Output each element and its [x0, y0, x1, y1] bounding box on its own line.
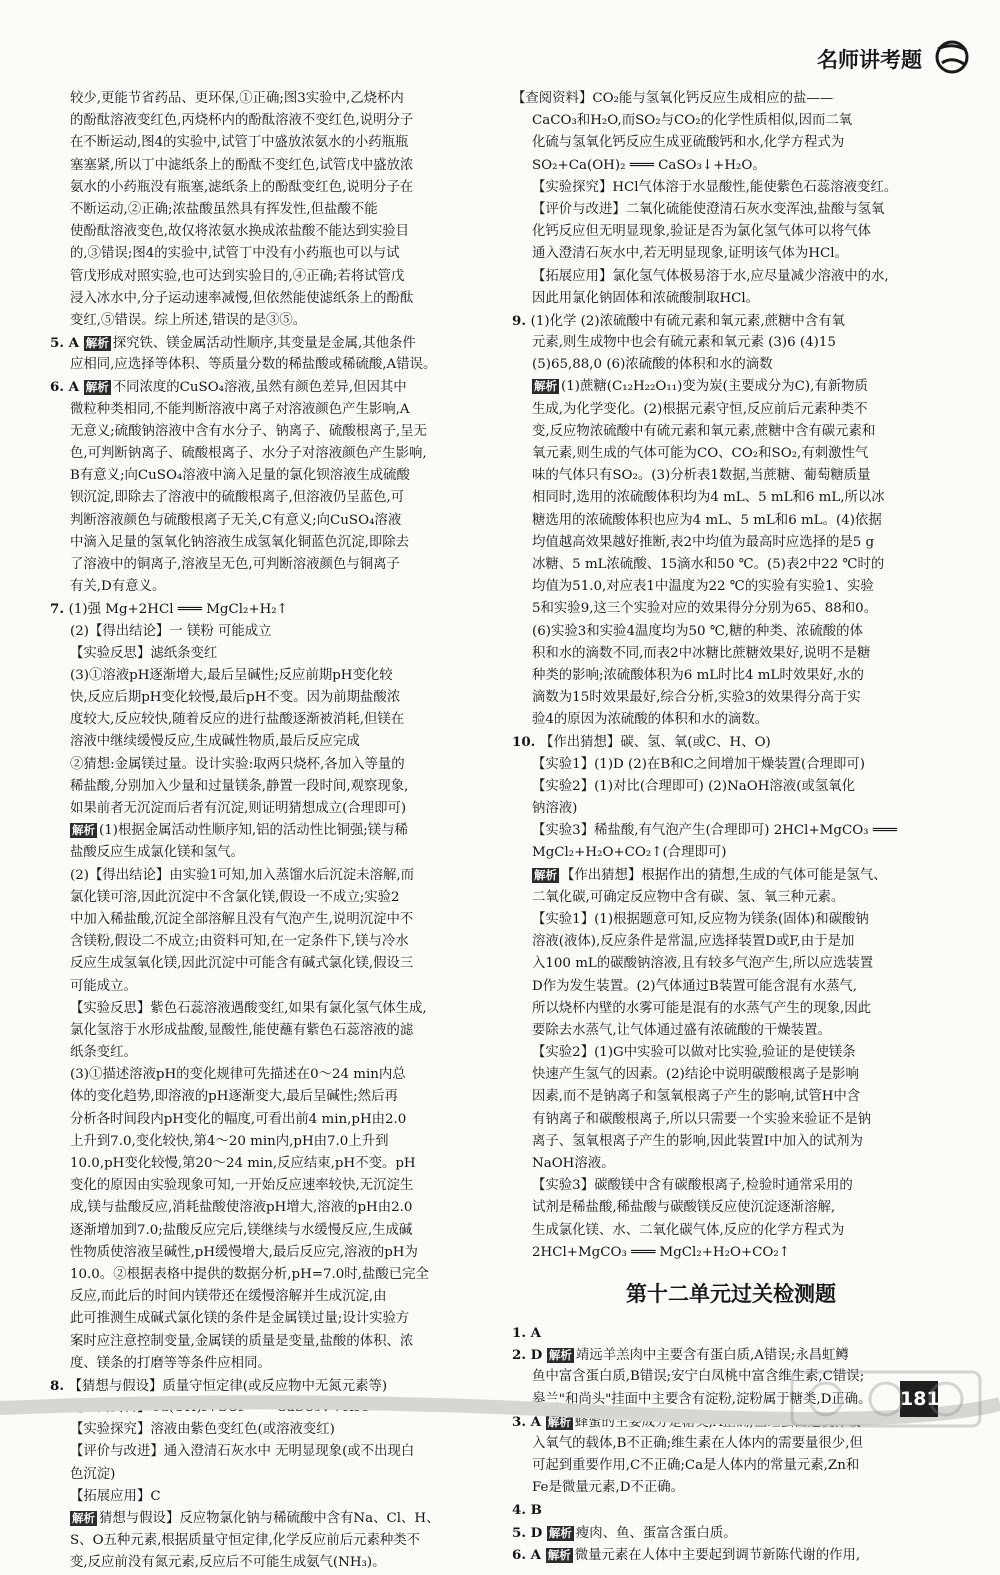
text-line — [50, 887, 498, 909]
answer-column-left — [50, 88, 498, 1575]
text-line — [512, 576, 950, 598]
line-text: 上升到7.0,变化较快,第4～20 min内,pH由7.0上升到 — [70, 1133, 389, 1149]
line-text: 生成,为化学变化。(2)根据元素守恒,反应前后元素种类不 — [532, 401, 868, 417]
text-line — [50, 554, 498, 576]
line-text: 溶液(液体),反应条件是常温,应选择装置D或F,由于是加 — [532, 934, 855, 950]
text-line — [512, 1153, 950, 1175]
text-line — [50, 1242, 498, 1264]
line-text: 氯化镁可溶,因此沉淀中不含氯化镁,假设一不成立;实验2 — [70, 889, 400, 905]
text-line — [50, 1441, 498, 1463]
line-text: 可能成立。 — [70, 978, 137, 994]
text-line — [512, 1042, 950, 1064]
question-number: 4. B — [512, 1502, 542, 1519]
line-text: 10.0。②根据表格中提供的数据分析,pH=7.0时,盐酸已完全 — [70, 1266, 429, 1282]
line-text: 盐酸反应生成氯化镁和氢气。 — [70, 845, 245, 861]
text-line — [50, 1308, 498, 1330]
line-text: 【拓展应用】氯化氢气体极易溶于水,应尽量减少溶液中的水, — [532, 268, 889, 284]
line-text: 因素,而不是钠离子和氢氧根离子产生的影响,试管H中含 — [532, 1089, 861, 1105]
question-number: 6. A — [50, 379, 84, 396]
text-line — [50, 421, 498, 443]
question-number: 7. — [50, 601, 69, 618]
line-text: 中加入稀盐酸,沉淀全部溶解且没有气泡产生,说明沉淀中不 — [70, 911, 414, 927]
analysis-badge: 解析 — [85, 380, 109, 395]
line-text: 反应,而此后的时间内镁带还在缓慢溶解并生成沉淀,由 — [70, 1289, 387, 1305]
line-text: 快速产生氢气的因素。(2)结论中说明碳酸根离子是影响 — [532, 1067, 859, 1083]
line-text: (1)蔗糖(C₁₂H₂₂O₁₁)变为炭(主要成分为C),有新物质 — [561, 379, 868, 395]
text-line — [50, 976, 498, 998]
line-text: 塞塞紧,所以丁中滤纸条上的酚酞不变红色,试管戊中盛放浓 — [70, 157, 414, 173]
text-line — [512, 865, 950, 887]
question-number: 2. D — [512, 1347, 547, 1364]
text-line — [50, 576, 498, 598]
line-text: 的,③错误;图4的实验中,试管丁中没有小药瓶也可以与试 — [70, 246, 400, 262]
line-text: (2)【得出结论】由实验1可知,加入蒸馏水后沉淀未溶解,而 — [70, 867, 414, 883]
line-text: 稀盐酸,分别加入少量和过量镁条,静置一段时间,观察现象, — [70, 778, 409, 794]
text-line — [512, 1455, 950, 1477]
line-text: 案时应注意控制变量,金属镁的质量是变量,盐酸的体积、浓 — [70, 1333, 414, 1349]
text-line — [512, 731, 950, 753]
line-text: 蜂蜜的主要成分是糖类,A正确;血红蛋白是机体吸 — [574, 1414, 861, 1430]
line-text: 冰糖、5 mL浓硫酸、15滴水和50 ℃。(5)表2中22 ℃时的 — [532, 556, 885, 572]
line-text: 变,反应前没有氮元素,反应后不可能生成氨气(NH₃)。 — [70, 1555, 386, 1571]
text-line — [512, 1344, 950, 1366]
line-text: 了溶液中的铜离子,溶液呈无色,可判断溶液颜色与铜离子 — [70, 556, 400, 572]
text-line — [512, 88, 950, 110]
text-line — [50, 1530, 498, 1552]
line-text: 通入澄清石灰水中,若无明显现象,证明该气体为HCl。 — [532, 246, 848, 262]
text-line — [512, 1322, 950, 1344]
text-line — [512, 953, 950, 975]
line-text: 【拓展应用】C — [70, 1488, 161, 1504]
header-brand: 名师讲考题 — [817, 48, 922, 72]
line-text: 二氧化碳,可确定反应物中含有碳、氢、氧三种元素。 — [532, 889, 845, 905]
line-text: 性物质使溶液呈碱性,pH缓慢增大,最后反应完,溶液的pH为 — [70, 1244, 418, 1260]
line-text: 【评价与改进】通入澄清石灰水中 无明显现象(或不出现白 — [70, 1444, 415, 1460]
question-number: 5. D — [512, 1524, 547, 1541]
text-line — [512, 776, 950, 798]
question-number: 9. — [512, 312, 531, 329]
text-line — [50, 310, 498, 332]
line-text: 钠溶液) — [532, 801, 578, 816]
analysis-badge: 解析 — [534, 867, 557, 882]
line-text: 生成氯化镁、水、二氧化碳气体,反应的化学方程式为 — [532, 1222, 845, 1238]
line-text: 化钙反应但无明显现象,验证是否为氯化氢气体可以将气体 — [532, 224, 872, 240]
text-line — [512, 132, 950, 154]
page-number: 181 — [900, 1381, 938, 1417]
line-text: 【实验反思】滤纸条变红 — [70, 645, 218, 661]
text-line — [512, 1131, 950, 1153]
line-text: 【实验2】(1)G中实验可以做对比实验,验证的是使镁条 — [532, 1045, 856, 1061]
line-text: 可起到重要作用,C不正确;Ca是人体内的常量元素,Zn和 — [532, 1458, 860, 1474]
text-line — [512, 1197, 950, 1219]
line-text: 纸条变红。 — [70, 1045, 137, 1061]
line-text: S、O五种元素,根据质量守恒定律,化学反应前后元素种类不 — [70, 1533, 421, 1549]
text-line — [50, 1486, 498, 1508]
line-text: 元素,则生成物中也会有硫元素和氧元素 (3)6 (4)15 — [532, 335, 836, 351]
text-line — [50, 1131, 498, 1153]
line-text: 较少,更能节省药品、更环保,①正确;图3实验中,乙烧杯内 — [70, 91, 404, 106]
line-text: 使酚酞溶液变色,故仅将浓氨水换成浓盐酸不能达到实验目 — [70, 224, 410, 240]
text-line — [50, 1020, 498, 1042]
line-text: 化硫与氢氧化钙反应生成亚硫酸钙和水,化学方程式为 — [532, 135, 845, 151]
line-text: 5和实验9,这三个实验对应的效果得分分别为65、88和0。 — [532, 601, 878, 617]
text-line — [50, 532, 498, 554]
text-line — [50, 998, 498, 1020]
text-line — [50, 376, 498, 398]
text-line — [512, 465, 950, 487]
text-line — [512, 1242, 950, 1264]
question-number: 3. A — [512, 1413, 546, 1430]
text-line — [512, 532, 950, 554]
text-line — [512, 155, 950, 177]
text-line — [512, 687, 950, 709]
text-line — [512, 266, 950, 288]
line-text: 【实验2】(1)对比(合理即可) (2)NaOH溶液(或氢氧化 — [532, 778, 855, 794]
line-text: 【猜想与假设】质量守恒定律(或反应物中无氮元素等) — [68, 1378, 388, 1394]
text-line — [512, 976, 950, 998]
text-line — [512, 754, 950, 776]
text-line — [50, 132, 498, 154]
text-line — [50, 865, 498, 887]
text-line — [50, 842, 498, 864]
text-line — [512, 798, 950, 820]
line-text: 在不断运动,图4的实验中,试管丁中盛放浓氨水的小药瓶瓶 — [70, 135, 409, 151]
analysis-badge: 解析 — [547, 1547, 571, 1562]
line-text: 【实验3】稀盐酸,有气泡产生(合理即可) 2HCl+MgCO₃ ═══ — [532, 823, 897, 839]
line-text: 【实验探究】HCl气体溶于水显酸性,能使紫色石蕊溶液变红。 — [532, 179, 898, 195]
line-text: 变红,⑤错误。综上所述,错误的是③⑤。 — [70, 312, 307, 328]
text-line — [50, 399, 498, 421]
line-text: 不断运动,②正确;浓盐酸虽然具有挥发性,但盐酸不能 — [70, 201, 378, 217]
analysis-badge: 解析 — [548, 1525, 572, 1540]
text-line — [50, 1464, 498, 1486]
line-text: 无意义;硫酸钠溶液中含有水分子、钠离子、硫酸根离子,呈无 — [70, 423, 427, 439]
line-text: 中滴入足量的氢氧化钠溶液生成氢氧化铜蓝色沉淀,即除去 — [70, 534, 410, 550]
text-line — [50, 177, 498, 199]
line-text: 快,反应后期pH变化较慢,最后pH不变。因为前期盐酸浓 — [70, 690, 401, 706]
line-text: 所以烧杯内壁的水雾可能是混有的水蒸气产生的现象,因此 — [532, 1000, 872, 1016]
line-text: 氯化氢溶于水形成盐酸,显酸性,能使蘸有紫色石蕊溶液的滤 — [70, 1022, 414, 1038]
line-text: 入氧气的载体,B不正确;维生素在人体内的需要量很少,但 — [532, 1435, 863, 1451]
page-header — [0, 0, 1000, 86]
line-text: 成,镁与盐酸反应,消耗盐酸使溶液pH增大,溶液的pH由2.0 — [70, 1200, 413, 1216]
line-text: 靖远羊羔肉中主要含有蛋白质,A错误;永昌虹鳟 — [575, 1348, 849, 1364]
text-line — [512, 842, 950, 864]
line-text: 入100 mL的碳酸钠溶液,且有较多气泡产生,所以应选装置 — [532, 956, 874, 972]
line-text: 滴数为15时效果最好,综合分析,实验3的效果得分高于实 — [532, 690, 861, 706]
line-text: 【实验1】(1)D (2)在B和C之间增加干燥装置(合理即可) — [532, 756, 866, 772]
text-line — [50, 1508, 498, 1530]
line-text: 微量元素在人体中主要起到调节新陈代谢的作用, — [574, 1547, 861, 1563]
text-line — [512, 1020, 950, 1042]
line-text: 管戊形成对照实验,也可达到实验目的,④正确;若将试管戊 — [70, 268, 405, 284]
answer-column-right — [512, 88, 950, 1566]
line-text: 的酚酞溶液变红色,丙烧杯内的酚酞溶液不变红色,说明分子 — [70, 113, 414, 129]
line-text: CaCO₃和H₂O,而SO₂与CO₂的化学性质相似,因而二氧 — [532, 113, 853, 129]
text-line — [50, 1175, 498, 1197]
line-text: 应相同,应选择等体积、等质量分数的稀盐酸或稀硫酸,A错误。 — [70, 357, 437, 373]
line-text: 【实验1】(1)根据题意可知,反应物为镁条(固体)和碳酸钠 — [532, 911, 869, 927]
analysis-badge: 解析 — [534, 379, 557, 394]
text-line — [50, 731, 498, 753]
line-text: 度、镁条的打磨等等条件应相同。 — [70, 1355, 271, 1371]
line-text: 不同浓度的CuSO₄溶液,虽然有颜色差异,但因其中 — [112, 380, 407, 396]
text-line — [50, 1264, 498, 1286]
brand-logo-icon — [930, 36, 976, 76]
line-text: 因此用氯化钠固体和浓硫酸制取HCl。 — [532, 290, 760, 306]
text-line — [512, 554, 950, 576]
line-text: B有意义;向CuSO₄溶液中滴入足量的氯化钡溶液生成硫酸 — [70, 468, 410, 484]
text-line — [50, 332, 498, 354]
text-line — [512, 931, 950, 953]
text-line — [50, 798, 498, 820]
text-line — [50, 1153, 498, 1175]
text-line — [50, 110, 498, 132]
text-line — [512, 1064, 950, 1086]
line-text: 离子、氢氧根离子产生的影响,因此装置I中加入的试剂为 — [532, 1133, 863, 1149]
analysis-badge: 解析 — [548, 1348, 572, 1363]
line-text: 探究铁、镁金属活动性顺序,其变量是金属,其他条件 — [112, 336, 416, 352]
line-text: 鱼中富含蛋白质,B错误;安宁白凤桃中富含维生素,C错误; — [532, 1369, 865, 1385]
text-line — [512, 421, 950, 443]
line-text: 有钠离子和碳酸根离子,所以只需要一个实验来验证不是钠 — [532, 1111, 872, 1127]
line-text: NaOH溶液。 — [532, 1156, 615, 1171]
text-line — [50, 621, 498, 643]
line-text: (1)化学 (2)浓硫酸中有硫元素和氧元素,蔗糖中含有氧 — [530, 313, 845, 329]
analysis-badge: 解析 — [72, 823, 95, 838]
question-number: 6. A — [512, 1546, 546, 1563]
text-line — [512, 621, 950, 643]
line-text: 2HCl+MgCO₃ ═══ MgCl₂+H₂O+CO₂↑ — [532, 1244, 790, 1260]
text-line — [50, 909, 498, 931]
text-line — [512, 820, 950, 842]
line-text: 皋兰"和尚头"挂面中主要含有淀粉,淀粉属于糖类,D正确。 — [532, 1391, 872, 1407]
text-line — [50, 754, 498, 776]
text-line — [512, 243, 950, 265]
line-text: (6)实验3和实验4温度均为50 ℃,糖的种类、浓硫酸的体 — [532, 623, 863, 639]
text-line — [50, 1353, 498, 1375]
line-text: 变,反应物浓硫酸中有硫元素和氧元素,蔗糖中含有碳元素和 — [532, 423, 876, 439]
line-text: (2)【得出结论】一 镁粉 可能成立 — [70, 623, 272, 639]
text-line — [50, 643, 498, 665]
text-line — [512, 909, 950, 931]
text-line — [512, 665, 950, 687]
line-text: (1)根据金属活动性顺序知,铝的活动性比铜强;镁与稀 — [99, 823, 408, 839]
line-text: 逐渐增加到7.0;盐酸反应完后,镁继续与水缓慢反应,生成碱 — [70, 1222, 413, 1238]
text-line — [512, 376, 950, 398]
line-text: 微粒种类相同,不能判断溶液中离子对溶液颜色产生影响,A — [70, 401, 410, 417]
line-text: 色沉淀) — [70, 1466, 116, 1482]
text-line — [512, 177, 950, 199]
text-line — [512, 998, 950, 1020]
line-text: 【实验探究】溶液由紫色变红色(或溶液变红) — [70, 1422, 335, 1438]
line-text: 【作出猜想】碳、氢、氧(或C、H、O) — [539, 735, 771, 751]
line-text: 变化的原因由实验现象可知,一开始反应速率较快,无沉淀生 — [70, 1178, 414, 1194]
text-line — [512, 643, 950, 665]
text-line — [512, 354, 950, 376]
text-line — [512, 598, 950, 620]
line-text: 【查阅资料】Ca(OH)₂+SO₂ ═══ CaSO₃↓+H₂O — [70, 1400, 371, 1416]
text-line — [50, 510, 498, 532]
text-line — [50, 1286, 498, 1308]
line-text: 【查阅资料】CO₂能与氢氧化钙反应生成相应的盐—— — [512, 91, 834, 106]
text-line — [50, 1109, 498, 1131]
text-line — [50, 354, 498, 376]
line-text: 色,可判断钠离子、硫酸根离子、水分子对溶液颜色产生影响, — [70, 446, 427, 461]
text-line — [512, 443, 950, 465]
section-title: 第十二单元过关检测题 — [626, 1281, 836, 1306]
text-line — [50, 1331, 498, 1353]
text-line — [50, 155, 498, 177]
text-line — [512, 1109, 950, 1131]
text-line — [50, 665, 498, 687]
text-line — [512, 1220, 950, 1242]
text-line — [512, 510, 950, 532]
question-number: 8. — [50, 1377, 69, 1394]
line-text: 此可推测生成碱式氯化镁的条件是金属镁过量;设计实验方 — [70, 1311, 410, 1327]
text-line — [50, 288, 498, 310]
question-number: 10. — [512, 734, 540, 751]
text-line — [50, 1552, 498, 1574]
text-line — [512, 399, 950, 421]
text-line — [512, 310, 950, 332]
text-line — [50, 487, 498, 509]
watermark-logo — [786, 1364, 986, 1434]
text-line — [512, 1086, 950, 1108]
line-text: 有关,D有意义。 — [70, 579, 166, 595]
line-text: 氧元素,则生成的气体可能为CO、CO₂和SO₂,有刺激性气 — [532, 446, 869, 461]
text-line — [50, 598, 498, 620]
line-text: 【实验反思】紫色石蕊溶液遇酸变红,如果有氯化氢气体生成, — [70, 1000, 427, 1016]
line-text: 味的气体只有SO₂。(3)分析表1数据,当蔗糖、葡萄糖质量 — [532, 468, 871, 484]
line-text: 积和水的滴数不同,而表2中冰糖比蔗糖效果好,说明不是糖 — [532, 645, 871, 661]
question-number: 1. A — [512, 1324, 542, 1341]
text-line — [512, 887, 950, 909]
text-line — [50, 88, 498, 110]
text-line — [50, 243, 498, 265]
text-line — [512, 487, 950, 509]
line-text: 钡沉淀,即除去了溶液中的硫酸根离子,但溶液仍呈蓝色,可 — [70, 490, 405, 506]
analysis-badge: 解析 — [547, 1414, 571, 1429]
text-line — [512, 1544, 950, 1566]
line-text: 要除去水蒸气,让气体通过盛有浓硫酸的干燥装置。 — [532, 1022, 831, 1038]
line-text: Fe是微量元素,D不正确。 — [532, 1480, 684, 1496]
line-text: (5)65,88,0 (6)浓硫酸的体积和水的滴数 — [532, 357, 773, 373]
text-line — [50, 931, 498, 953]
line-text: 糖选用的浓硫酸体积也应为4 mL、5 mL和6 mL。(4)依据 — [532, 512, 882, 528]
text-line — [50, 820, 498, 842]
text-line — [50, 953, 498, 975]
line-text: (3)①描述溶液pH的变化规律可先描述在0～24 min内总 — [70, 1067, 406, 1083]
text-line — [50, 1220, 498, 1242]
text-line — [50, 465, 498, 487]
line-text: 氨水的小药瓶没有瓶塞,滤纸条上的酚酞变红色,说明分子在 — [70, 179, 414, 195]
line-text: 【实验3】碳酸镁中含有碳酸根离子,检验时通常采用的 — [532, 1178, 853, 1194]
text-line — [50, 266, 498, 288]
text-line — [50, 709, 498, 731]
line-text: 含镁粉,假设二不成立;由资料可知,在一定条件下,镁与冷水 — [70, 934, 409, 950]
line-text: 试剂是稀盐酸,稀盐酸与碳酸镁反应使沉淀逐渐溶解, — [532, 1200, 836, 1216]
text-line — [50, 776, 498, 798]
line-text: 溶液中继续缓慢反应,生成碱性物质,最后反应完成 — [70, 734, 360, 750]
line-text: 【作出猜想】根据作出的猜想,生成的气体可能是氢气、 — [561, 867, 887, 883]
line-text: D作为发生装置。(2)气体通过B装置可能含混有水蒸气, — [532, 978, 858, 994]
line-text: 10.0,pH变化较慢,第20～24 min,反应结束,pH不变。pH — [70, 1156, 416, 1171]
line-text: ②猜想:金属镁过量。设计实验:取两只烧杯,各加入等量的 — [70, 756, 405, 772]
line-text: 体的变化趋势,即溶液的pH逐渐变大,最后呈碱性;然后再 — [70, 1089, 398, 1105]
question-number: 5. A — [50, 335, 84, 352]
text-line — [512, 199, 950, 221]
text-line — [50, 221, 498, 243]
line-text: 反应生成氢氧化镁,因此沉淀中可能含有碱式氯化镁,假设三 — [70, 956, 414, 972]
text-line — [512, 1499, 950, 1521]
text-line — [50, 1086, 498, 1108]
text-line — [512, 221, 950, 243]
analysis-badge: 解析 — [72, 1511, 95, 1525]
line-text: 猜想与假设】反应物氯化钠与稀硫酸中含有Na、Cl、H、 — [99, 1511, 440, 1526]
line-text: 度较大,反应较快,随着反应的进行盐酸逐渐被消耗,但镁在 — [70, 712, 405, 728]
line-text: (3)①溶液pH逐渐增大,最后呈碱性;反应前期pH变化较 — [70, 667, 393, 683]
text-line — [50, 199, 498, 221]
line-text: 瘦肉、鱼、蛋富含蛋白质。 — [575, 1525, 737, 1541]
line-text: 分析各时间段内pH变化的幅度,可看出前4 min,pH由2.0 — [70, 1111, 407, 1127]
text-line — [512, 1477, 950, 1499]
line-text: 均值越高效果越好推断,表2中均值为最高时应选择的是5 g — [532, 534, 875, 550]
line-text: 浸入冰水中,分子运动速率减慢,但依然能使滤纸条上的酚酞 — [70, 290, 414, 306]
line-text: 验4的原因为浓硫酸的体积和水的滴数。 — [532, 712, 769, 728]
line-text: 种类的影响;浓硫酸体积为6 mL时比4 mL时效果好,水的 — [532, 667, 864, 683]
line-text: 均值为51.0,对应表1中温度为22 ℃的实验有实验1、实验 — [532, 579, 874, 595]
line-text: 如果前者无沉淀而后者有沉淀,则证明猜想成立(合理即可) — [70, 801, 407, 816]
text-line — [50, 1064, 498, 1086]
line-text: (1)强 Mg+2HCl ═══ MgCl₂+H₂↑ — [68, 602, 288, 618]
line-text: SO₂+Ca(OH)₂ ═══ CaSO₃↓+H₂O。 — [532, 157, 766, 173]
text-line — [512, 332, 950, 354]
text-line — [50, 1042, 498, 1064]
text-line — [50, 1197, 498, 1219]
line-text: 判断溶液颜色与硫酸根离子无关,C有意义;向CuSO₄溶液 — [70, 512, 402, 528]
line-text: 【评价与改进】二氧化硫能使澄清石灰水变浑浊,盐酸与氢氧 — [532, 201, 885, 217]
text-line — [50, 687, 498, 709]
line-text: 相同时,选用的浓硫酸体积均为4 mL、5 mL和6 mL,所以冰 — [532, 490, 885, 506]
text-line — [512, 709, 950, 731]
line-text: MgCl₂+H₂O+CO₂↑(合理即可) — [532, 845, 727, 861]
text-line — [50, 443, 498, 465]
text-line — [512, 110, 950, 132]
text-line — [512, 1175, 950, 1197]
text-line — [512, 1522, 950, 1544]
analysis-badge: 解析 — [85, 336, 109, 351]
text-line — [512, 288, 950, 310]
